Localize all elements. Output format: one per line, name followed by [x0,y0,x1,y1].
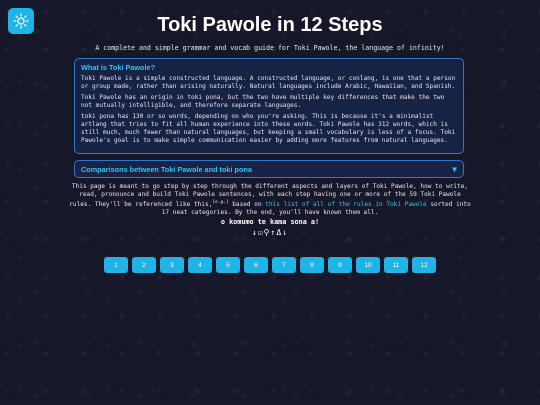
step-8-button[interactable]: 8 [300,257,324,273]
step-4-button[interactable]: 4 [188,257,212,273]
step-7-button[interactable]: 7 [272,257,296,273]
intro-text [68,183,472,217]
comparison-panel-toggle[interactable] [74,160,464,178]
about-panel [74,58,464,154]
step-buttons [0,257,540,273]
step-3-button[interactable]: 3 [160,257,184,273]
sitelen-glyphs: ↓☑⚲↑Δ⇂ [252,228,288,237]
comparison-panel-title: Comparisons between Toki Pawole and toki pona [81,164,252,174]
rule-reference-example: [e.g.] [212,200,229,205]
about-panel-title[interactable]: What is Toki Pawole? [81,63,156,72]
intro-text-end: sorted into 17 neat categories. By the end, you'll have known them all. [161,201,471,217]
about-paragraph-2: Toki Pawole has an origin in toki pona, but the two have multiple key differences that make the two not mutually intelligible, and therefore separate languages. [81,94,445,109]
about-paragraph-1: Toki Pawole is a simple constructed language. A constructed language, or conlang, is one that a person or group made, rather than arising naturally. Natural languages include Arabic, Hawaiian, and Spanish. [81,75,456,90]
page-title: Toki Pawole in 12 Steps [157,14,383,36]
page-subtitle: A complete and simple grammar and vocab guide for Toki Pawole, the language of infinity! [95,44,445,52]
step-11-button[interactable]: 11 [384,257,408,273]
intro-text-start: This page is meant to go step by step through the different aspects and layers of Toki Pawole, how to write, read, pronounce and build Toki Pawole sentences, with each step having one or more of the 59 Toki Pawole rules. They'll be referenced like this, [69,183,469,209]
about-paragraph-3: toki pona has 130 or so words, depending on who you're asking. This is because it's a minimalist artlang that tries to fit all human experience into these words. Toki Pawole has 312 words, which is still much, much fewer than natural languages, but keeping a small vocabulary is less of a focus. Toki Pawole's goal is to make simple communication easier by adding more features from natural languages. [81,113,456,144]
intro-text-middle: based on [228,201,266,209]
toki-pawole-phrase: o komumo te kama sona a! [220,218,320,226]
rules-list-link[interactable]: this list of all of the rules in Toki Pawole [265,201,427,209]
step-2-button[interactable]: 2 [132,257,156,273]
step-6-button[interactable]: 6 [244,257,268,273]
step-5-button[interactable]: 5 [216,257,240,273]
step-9-button[interactable]: 9 [328,257,352,273]
step-10-button[interactable]: 10 [356,257,380,273]
step-1-button[interactable]: 1 [104,257,128,273]
step-12-button[interactable]: 12 [412,257,436,273]
chevron-down-icon: ▼ [452,164,457,174]
